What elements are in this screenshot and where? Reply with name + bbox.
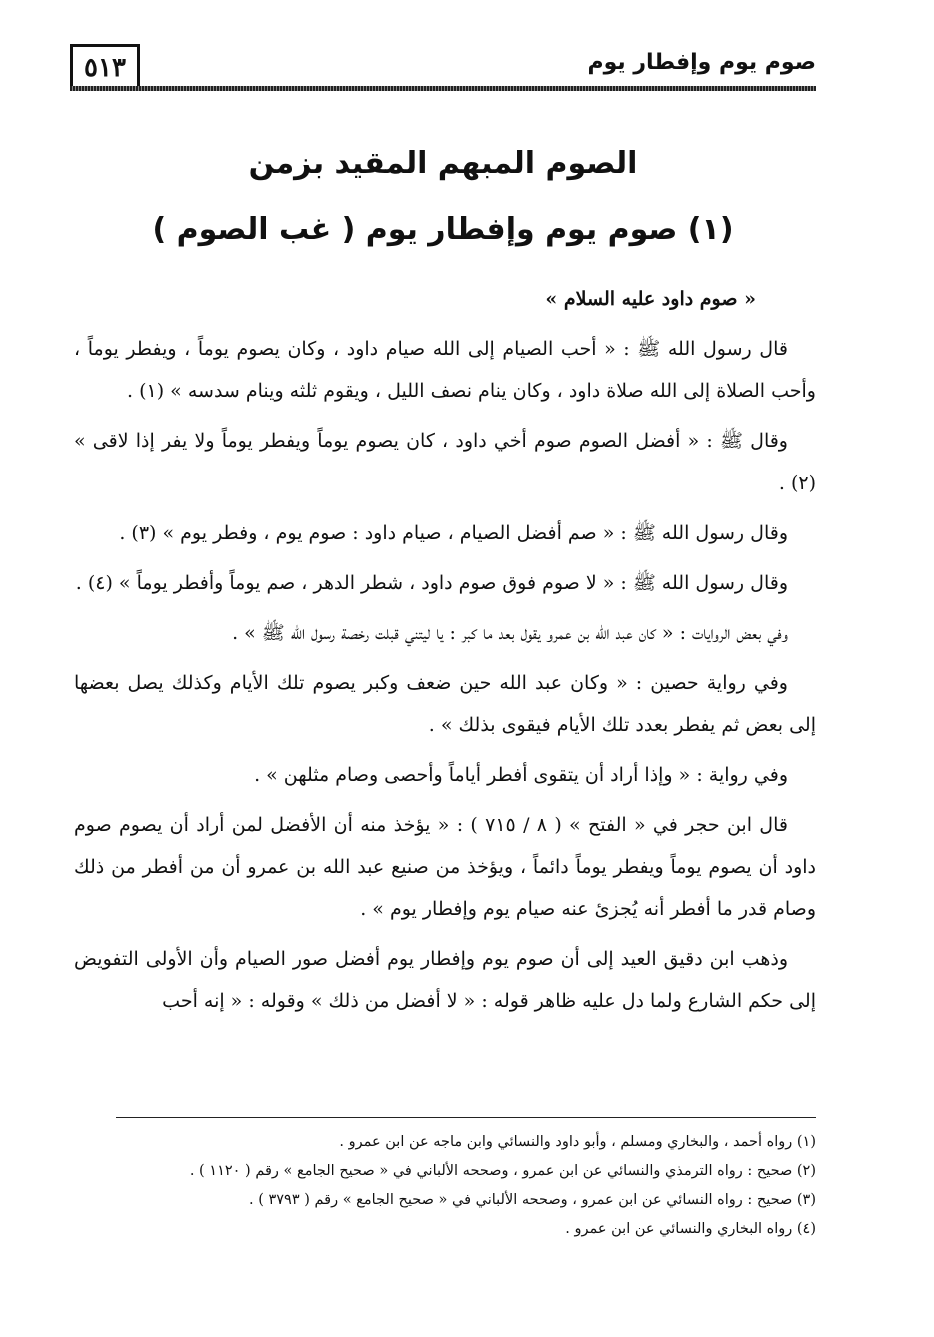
footnote: (٢) صحيح : رواه الترمذي والنسائي عن ابن عمرو ، وصححه الألباني في « صحيح الجامع » رقم ( ١١٢٠ ) . bbox=[189, 1163, 816, 1179]
paragraph: وفي بعض الروايات : « كان عبد الله بن عمرو يقول بعد ما كبر : يا ليتني قبلت رخصة رسول الله ﷺ » . bbox=[232, 622, 788, 644]
paragraph: وقال رسول الله ﷺ : « لا صوم فوق صوم داود ، شطر الدهر ، صم يوماً وأفطر يوماً » (٤) . bbox=[75, 572, 788, 594]
paragraph: قال رسول الله ﷺ : « أحب الصيام إلى الله صيام داود ، وكان يصوم يوماً ، ويفطر يوماً ، وأحب الصلاة إلى الله صلاة داود ، وكان ينام نصف الليل ، ويقوم ثلثه وينام سدسه » (١) . bbox=[74, 338, 816, 402]
footnote-divider bbox=[116, 1117, 816, 1118]
section-title: (١) صوم يوم وإفطار يوم ( غب الصوم ) bbox=[152, 212, 734, 247]
header-rule bbox=[70, 86, 816, 91]
paragraph: وفي رواية : « وإذا أراد أن يتقوى أفطر أياماً وأحصى وصام مثلهن » . bbox=[254, 764, 788, 786]
footnote: (٣) صحيح : رواه النسائي عن ابن عمرو ، وصححه الألباني في « صحيح الجامع » رقم ( ٣٧٩٣ ) . bbox=[248, 1192, 816, 1208]
page-header bbox=[70, 44, 816, 94]
footnote: (٤) رواه البخاري والنسائي عن ابن عمرو . bbox=[565, 1221, 816, 1237]
paragraph: قال ابن حجر في « الفتح » ( ٨ / ٧١٥ ) : « يؤخذ منه أن الأفضل لمن أراد أن يصوم صوم داود أن يصوم يوماً ويفطر يوماً دائماً ، ويؤخذ من صنيع عبد الله بن عمرو أن من أفطر من ذلك وصام قدر ما أفطر أنه يُجزئ عنه صيام يوم وإفطار يوم » . bbox=[74, 814, 816, 920]
footnotes bbox=[74, 1128, 816, 1244]
paragraph: وذهب ابن دقيق العيد إلى أن صوم يوم وإفطار يوم أفضل صور الصيام وأن الأولى التفويض إلى حكم الشارع ولما دل عليه ظاهر قوله : « لا أفضل من ذلك » وقوله : « إنه أحب bbox=[74, 948, 816, 1012]
running-title: صوم يوم وإفطار يوم bbox=[587, 50, 816, 75]
footnote: (١) رواه أحمد ، والبخاري ومسلم ، وأبو داود والنسائي وابن ماجه عن ابن عمرو . bbox=[339, 1134, 816, 1150]
page-number: ٥١٣ bbox=[70, 44, 140, 89]
paragraph: وقال ﷺ : « أفضل الصوم صوم أخي داود ، كان يصوم يوماً ويفطر يوماً ولا يفر إذا لاقى » (٢) . bbox=[74, 430, 816, 494]
chapter-title: الصوم المبهم المقيد بزمن bbox=[248, 146, 638, 181]
body-text bbox=[74, 278, 816, 1030]
paragraph: وقال رسول الله ﷺ : « صم أفضل الصيام ، صيام داود : صوم يوم ، وفطر يوم » (٣) . bbox=[119, 522, 788, 544]
subheading: « صوم داود عليه السلام » bbox=[545, 288, 756, 310]
paragraph: وفي رواية حصين : « وكان عبد الله حين ضعف وكبر يصوم تلك الأيام وكذلك يصل بعضها إلى بعض ثم يفطر بعدد تلك الأيام فيقوى بذلك » . bbox=[74, 672, 816, 736]
